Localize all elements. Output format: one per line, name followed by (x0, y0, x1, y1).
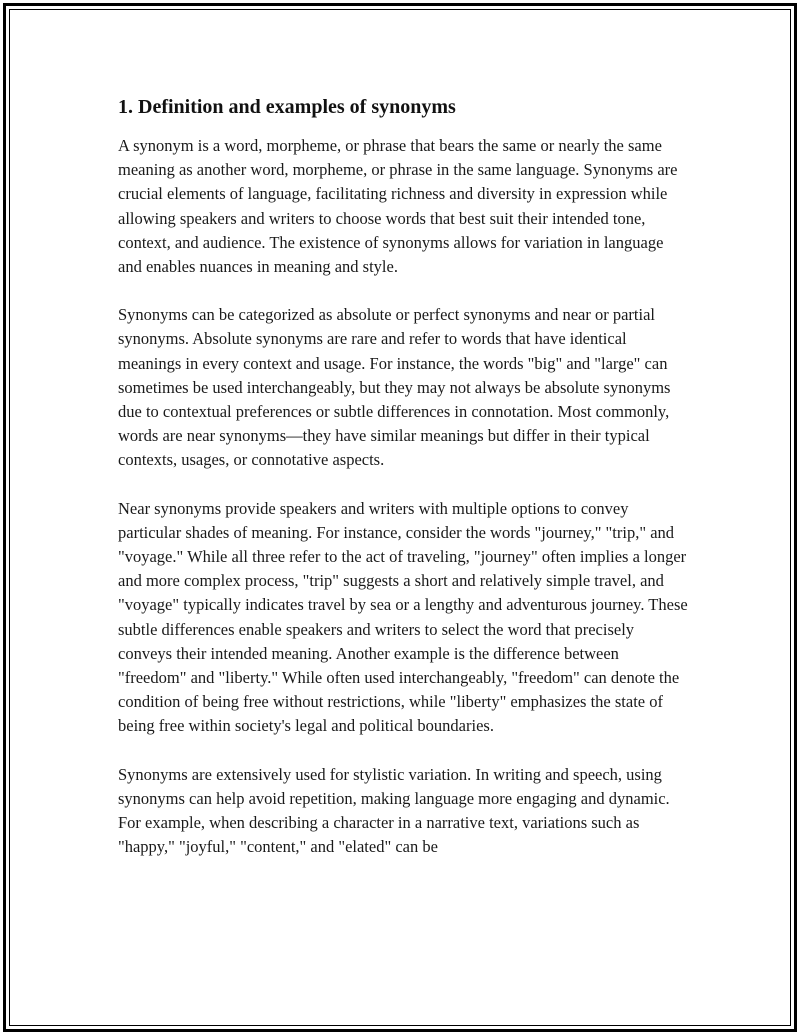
paragraph-definition: A synonym is a word, morpheme, or phrase that bears the same or nearly the same meaning as another word, morpheme, or phrase in the same language. Synonyms are crucial elements of language, facilitating richness and diversity in expression while allowing speakers and writers to choose words that best suit their intended tone, context, and audience. The existence of synonyms allows for variation in language and enables nuances in meaning and style. (118, 136, 678, 277)
section-heading: 1. Definition and examples of synonyms (118, 96, 456, 118)
paragraph-near-synonyms: Near synonyms provide speakers and writers with multiple options to convey particular shades of meaning. For instance, consider the words "journey," "trip," and "voyage." While all three refer to the act of traveling, "journey" often implies a longer and more complex process, "trip" suggests a short and relatively simple travel, and "voyage" typically indicates travel by sea or a lengthy and adventurous journey. These subtle differences enable speakers and writers to select the word that precisely conveys their intended meaning. Another example is the difference between "freedom" and "liberty." While often used interchangeably, "freedom" can denote the condition of being free without restrictions, while "liberty" emphasizes the state of being free within society's legal and political boundaries. (118, 498, 688, 736)
document-body (118, 90, 690, 859)
paragraph-stylistic-variation: Synonyms are extensively used for stylistic variation. In writing and speech, using synonyms can help avoid repetition, making language more engaging and dynamic. For example, when describing a character in a narrative text, variations such as "happy," "joyful," "content," and "elated" can be (118, 764, 670, 857)
paragraph-categories: Synonyms can be categorized as absolute or perfect synonyms and near or partial synonyms. Absolute synonyms are rare and refer to words that have identical meanings in every context and usage. For instance, the words "big" and "large" can sometimes be used interchangeably, but they may not always be absolute synonyms due to contextual preferences or subtle differences in connotation. Most commonly, words are near synonyms—they have similar meanings but differ in their typical contexts, usages, or connotative aspects. (118, 305, 671, 470)
